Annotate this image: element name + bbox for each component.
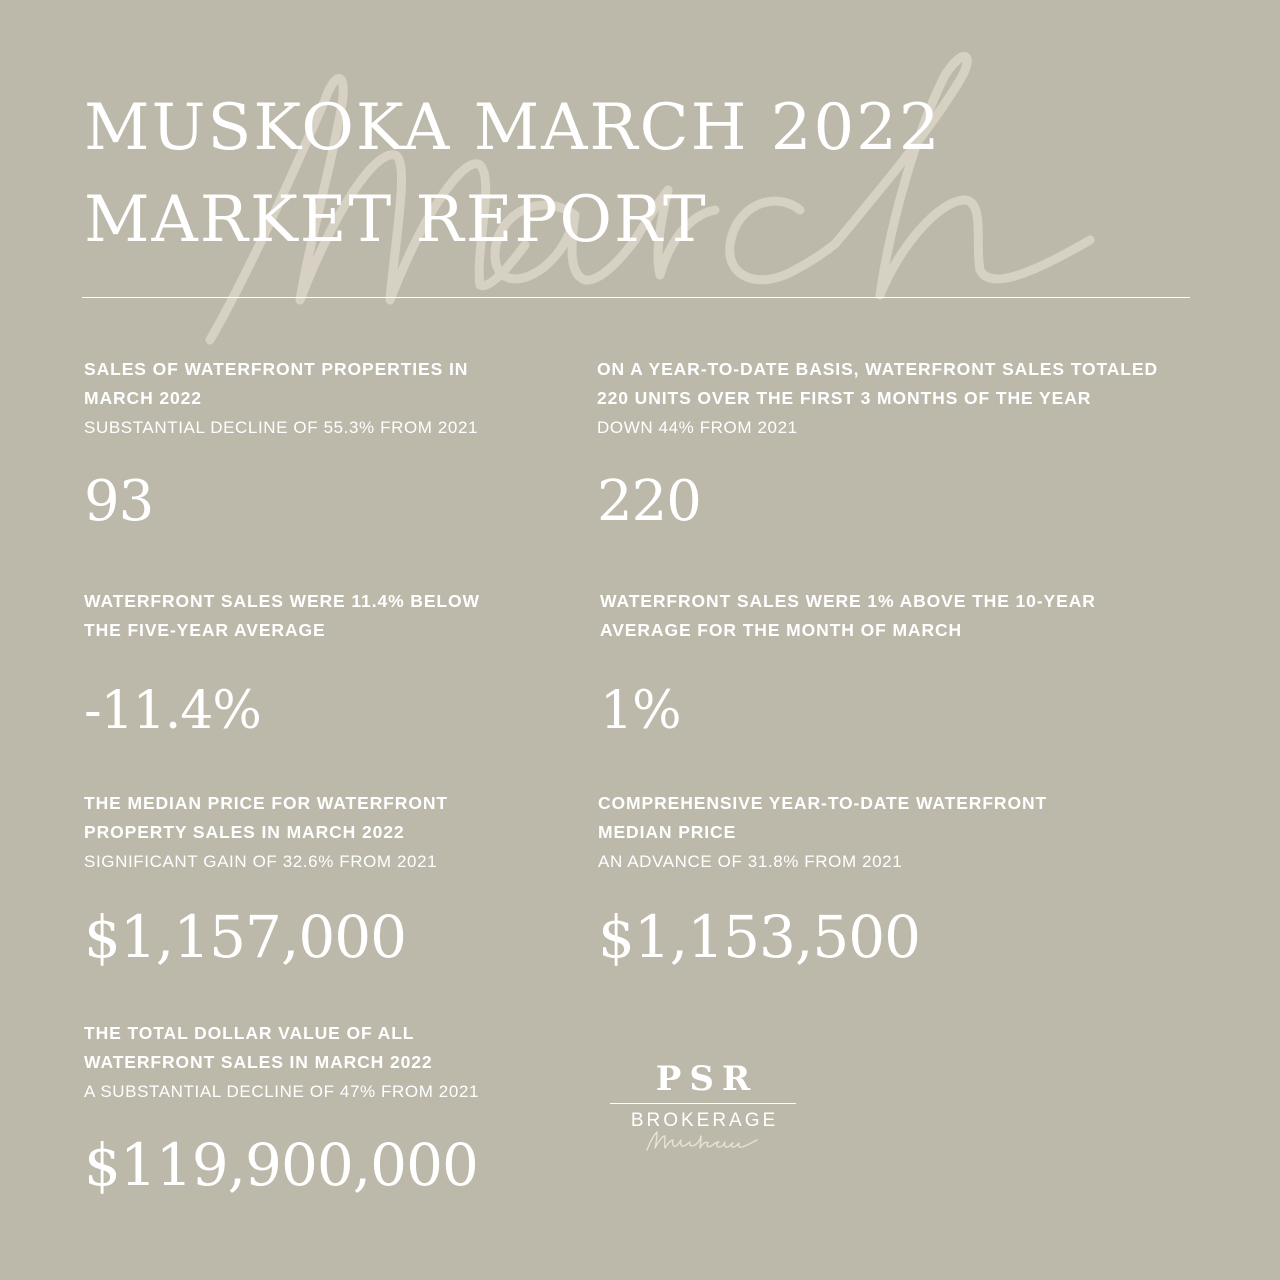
stat-heading-line: PROPERTY SALES IN MARCH 2022 <box>84 822 405 842</box>
stat-value: 220 <box>597 469 701 534</box>
stat-heading-line: MARCH 2022 <box>84 388 202 408</box>
stat-heading <box>600 587 1160 645</box>
stat-heading-line: THE TOTAL DOLLAR VALUE OF ALL <box>84 1023 415 1043</box>
stat-heading <box>597 355 1217 413</box>
stat-subheading: DOWN 44% FROM 2021 <box>597 418 798 437</box>
stat-ytd-median-price <box>598 789 1158 971</box>
stat-heading-line: ON A YEAR-TO-DATE BASIS, WATERFRONT SALES TOTALED <box>597 359 1159 379</box>
stat-value: $1,153,500 <box>598 903 921 971</box>
stat-heading-line: MEDIAN PRICE <box>598 822 737 842</box>
title-line-1: MUSKOKA MARCH 2022 <box>84 91 942 165</box>
stat-heading-line: THE FIVE-YEAR AVERAGE <box>84 620 326 640</box>
stat-ytd-waterfront-sales <box>597 355 1217 534</box>
stat-heading <box>84 587 644 645</box>
psr-brokerage-logo <box>605 1055 801 1170</box>
stat-heading <box>84 789 644 847</box>
stat-heading-line: WATERFRONT SALES WERE 11.4% BELOW <box>84 591 480 611</box>
stat-heading-line: THE MEDIAN PRICE FOR WATERFRONT <box>84 793 448 813</box>
stat-heading-line: WATERFRONT SALES WERE 1% ABOVE THE 10-YEAR <box>600 591 1096 611</box>
stat-value: $1,157,000 <box>84 903 407 971</box>
stat-heading-line: WATERFRONT SALES IN MARCH 2022 <box>84 1052 433 1072</box>
stat-value: $119,900,000 <box>84 1131 478 1199</box>
stat-subheading: A SUBSTANTIAL DECLINE OF 47% FROM 2021 <box>84 1082 480 1101</box>
stat-subheading: SUBSTANTIAL DECLINE OF 55.3% FROM 2021 <box>84 418 479 437</box>
stat-total-dollar-value <box>84 1019 644 1199</box>
stat-heading-line: AVERAGE FOR THE MONTH OF MARCH <box>600 620 963 640</box>
stat-ten-year-average <box>600 587 1160 741</box>
stat-waterfront-sales-march <box>84 355 644 534</box>
stat-heading <box>84 1019 644 1077</box>
stat-value: 1% <box>600 681 681 741</box>
stat-heading-line: 220 UNITS OVER THE FIRST 3 MONTHS OF THE YEAR <box>597 388 1092 408</box>
stat-value: 93 <box>84 469 154 534</box>
stat-subheading: AN ADVANCE OF 31.8% FROM 2021 <box>598 852 903 871</box>
stat-heading-line: COMPREHENSIVE YEAR-TO-DATE WATERFRONT <box>598 793 1048 813</box>
stat-subheading: SIGNIFICANT GAIN OF 32.6% FROM 2021 <box>84 852 438 871</box>
logo-tagline: BROKERAGE <box>630 1110 779 1131</box>
stat-median-price-march <box>84 789 644 971</box>
logo-name: PSR <box>655 1059 759 1099</box>
stat-five-year-average <box>84 587 644 741</box>
page-title <box>84 82 942 266</box>
stat-heading <box>598 789 1158 847</box>
stat-value: -11.4% <box>84 681 261 741</box>
stat-heading <box>84 355 644 413</box>
title-line-2: MARKET REPORT <box>84 183 708 257</box>
stat-heading-line: SALES OF WATERFRONT PROPERTIES IN <box>84 359 469 379</box>
title-divider <box>82 297 1190 298</box>
